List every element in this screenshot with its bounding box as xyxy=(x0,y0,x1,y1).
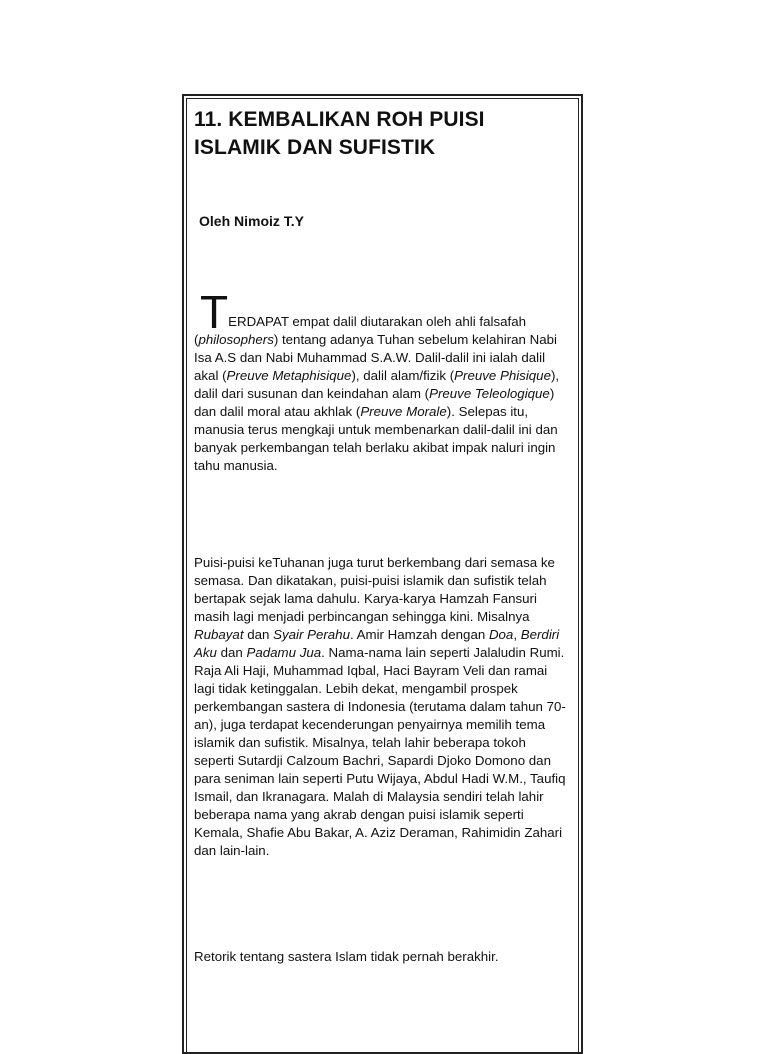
p1-italic-5: Preuve Morale xyxy=(360,404,447,419)
p1-text-5: ) dan dalil moral atau akhlak ( xyxy=(194,386,555,419)
p1-text-1: empat dalil diutarakan oleh ahli falsafah ( xyxy=(194,314,526,347)
p2-text-6: . Nama-nama lain seperti Jalaludin Rumi. Raja Ali Haji, Muhammad Iqbal, Haci Bayram Veli dan ramai lagi tidak ketinggalan. Lebih dekat, mengambil prospek perkembangan sastera di Indonesia (terutama dalam tahun 70-an), juga terdapat kecenderungan penyairnya memilih tema islamik dan sufistik. Misalnya, telah lahir beberapa tokoh seperti Sutardji Calzoum Bachri, Sapardi Djoko Domono dan para seniman lain seperti Putu Wijaya, Abdul Hadi W.M., Taufiq Ismail, dan Ikranagara. Malah di Malaysia sendiri telah lahir beberapa nama yang akrab dengan puisi islamik seperti Kemala, Shafie Abu Bakar, A. Aziz Deraman, Rahimidin Zahari dan lain-lain. xyxy=(194,645,566,858)
p2-italic-4: Berdiri Aku xyxy=(194,627,560,660)
p1-text-2: ) tentang adanya Tuhan sebelum kelahiran Nabi Isa A.S dan Nabi Muhammad S.A.W. Dalil-dalil ini ialah dalil akal ( xyxy=(194,332,557,383)
p1-italic-4: Preuve Teleologique xyxy=(429,386,550,401)
p2-text-1: Puisi-puisi keTuhanan juga turut berkembang dari semasa ke semasa. Dan dikatakan, puisi-puisi islamik dan sufistik telah bertapak sejak lama dahulu. Karya-karya Hamzah Fansuri masih lagi menjadi perbincangan sehingga kini. Misalnya xyxy=(194,555,555,624)
p1-text-4: ), dalil dari susunan dan keindahan alam ( xyxy=(194,368,560,401)
drop-cap: T xyxy=(200,286,229,338)
p2-text-5: dan xyxy=(216,645,247,660)
p1-italic-3: Preuve Phisique xyxy=(454,368,551,383)
lead-word: ERDAPAT xyxy=(228,314,289,329)
article-author: Oleh Nimoiz T.Y xyxy=(199,213,305,229)
p1-italic-2: Preuve Metaphisique xyxy=(226,368,352,383)
p2-italic-1: Rubayat xyxy=(194,627,244,642)
article-title: 11. KEMBALIKAN ROH PUISI ISLAMIK DAN SUFISTIK xyxy=(194,108,485,159)
paragraph-2 xyxy=(194,554,568,860)
p1-text-3: ), dalil alam/fizik ( xyxy=(351,368,455,383)
p2-italic-5: Padamu Jua xyxy=(246,645,322,660)
p2-text-4: , xyxy=(513,627,521,642)
paragraph-3: Retorik tentang sastera Islam tidak pernah berakhir. xyxy=(194,949,499,964)
paragraph-1 xyxy=(194,286,568,475)
p2-italic-3: Doa xyxy=(488,627,514,642)
p2-italic-2: Syair Perahu xyxy=(273,627,350,642)
article-content xyxy=(194,106,574,964)
p2-text-2: dan xyxy=(243,627,274,642)
p1-text-6: ). Selepas itu, manusia terus mengkaji untuk membenarkan dalil-dalil ini dan banyak perkembangan telah berlaku akibat impak naluri ingin tahu manusia. xyxy=(194,404,558,473)
p2-text-3: . Amir Hamzah dengan xyxy=(349,627,489,642)
p1-italic-1: philosophers xyxy=(198,332,274,347)
